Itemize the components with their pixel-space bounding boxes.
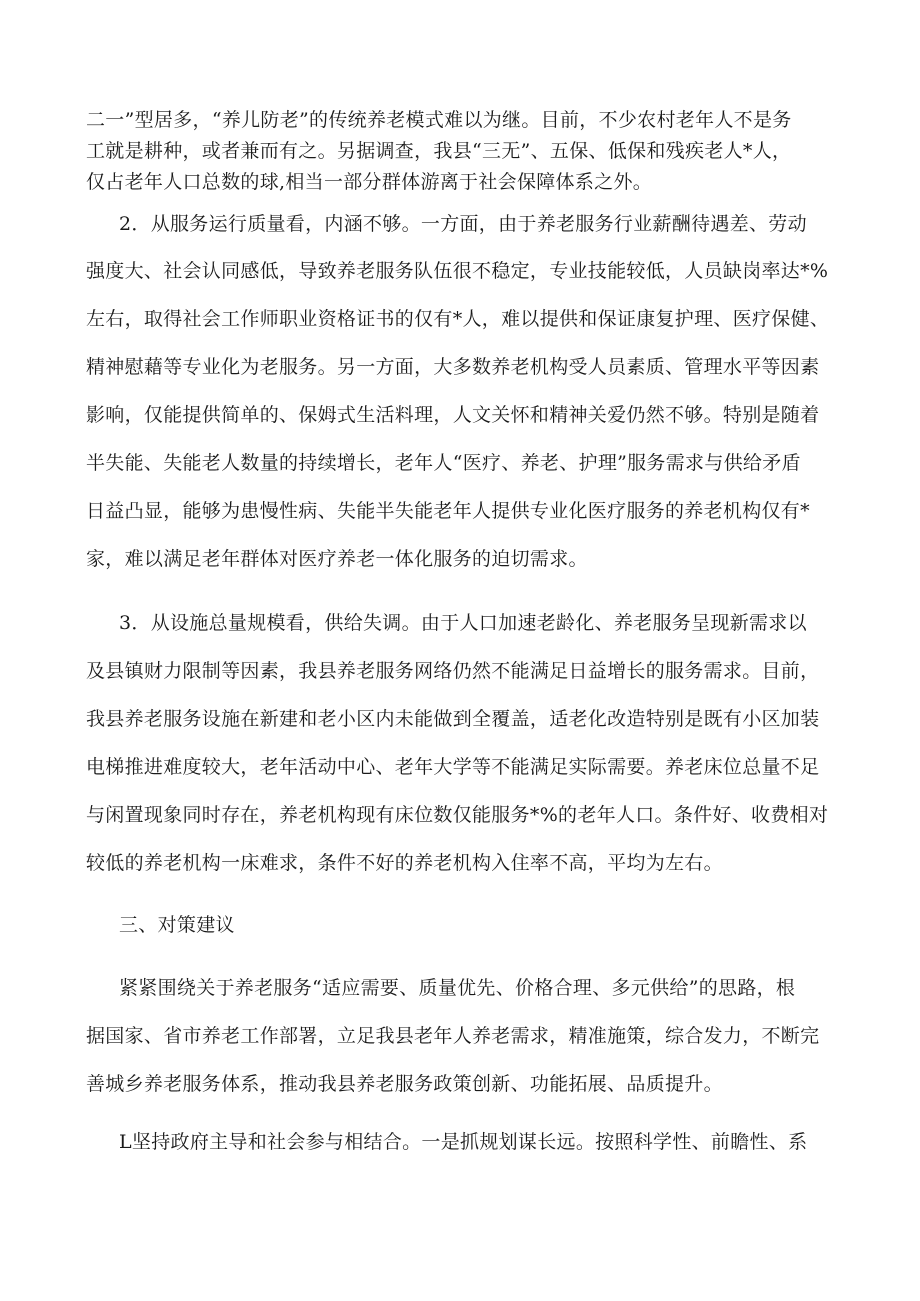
paragraph-2-line-7: 日益凸显，能够为患慢性病、失能半失能老年人提供专业化医疗服务的养老机构仅有* bbox=[86, 500, 810, 522]
paragraph-3-line-3: 我县养老服务设施在新建和老小区内未能做到全覆盖，适老化改造特别是既有小区加装 bbox=[86, 708, 820, 730]
paragraph-3-line-6: 较低的养老机构一床难求，条件不好的养老机构入住率不高，平均为左右。 bbox=[86, 852, 723, 874]
paragraph-2-line-5: 影响，仅能提供简单的、保姆式生活料理，人文关怀和精神关爱仍然不够。特别是随着 bbox=[86, 404, 820, 426]
paragraph-2-line-6: 半失能、失能老人数量的持续增长，老年人“医疗、养老、护理”服务需求与供给矛盾 bbox=[86, 452, 801, 474]
paragraph-3-line-2: 及县镇财力限制等因素，我县养老服务网络仍然不能满足日益增长的服务需求。目前， bbox=[86, 660, 820, 682]
paragraph-3-line-4: 电梯推进难度较大，老年活动中心、老年大学等不能满足实际需要。养老床位总量不足 bbox=[86, 756, 820, 778]
paragraph-3-line-5: 与闲置现象同时存在，养老机构现有床位数仅能服务*%的老年人口。条件好、收费相对 bbox=[86, 804, 829, 826]
paragraph-4-line-2: 据国家、省市养老工作部署，立足我县老年人养老需求，精准施策，综合发力，不断完 bbox=[86, 1025, 820, 1047]
paragraph-2-line-8: 家，难以满足老年群体对医疗养老一体化服务的迫切需求。 bbox=[86, 548, 588, 570]
paragraph-3-line-1: 3．从设施总量规模看，供给失调。由于人口加速老龄化、养老服务呈现新需求以 bbox=[119, 612, 807, 634]
paragraph-2-line-2: 强度大、社会认同感低，导致养老服务队伍很不稳定，专业技能较低，人员缺岗率达*% bbox=[86, 260, 829, 282]
paragraph-1-line-1: 二一”型居多，“养儿防老”的传统养老模式难以为继。目前，不少农村老年人不是务 bbox=[86, 109, 792, 131]
paragraph-4-line-3: 善城乡养老服务体系，推动我县养老服务政策创新、功能拓展、品质提升。 bbox=[86, 1073, 723, 1095]
paragraph-1-line-2: 工就是耕种，或者兼而有之。另据调查，我县“三无”、五保、低保和残疾老人*人， bbox=[86, 140, 792, 162]
section-heading: 三、对策建议 bbox=[119, 914, 235, 936]
paragraph-4-line-1: 紧紧围绕关于养老服务“适应需要、质量优先、价格合理、多元供给”的思路，根 bbox=[119, 977, 796, 999]
paragraph-5-line-1: L坚持政府主导和社会参与相结合。一是抓规划谋长远。按照科学性、前瞻性、系 bbox=[119, 1131, 808, 1153]
paragraph-2-line-3: 左右，取得社会工作师职业资格证书的仅有*人，难以提供和保证康复护理、医疗保健、 bbox=[86, 308, 830, 330]
paragraph-2-line-4: 精神慰藉等专业化为老服务。另一方面，大多数养老机构受人员素质、管理水平等因素 bbox=[86, 356, 820, 378]
paragraph-1-line-3: 仅占老年人口总数的球,相当一部分群体游离于社会保障体系之外。 bbox=[86, 171, 653, 193]
paragraph-2-line-1: 2．从服务运行质量看，内涵不够。一方面，由于养老服务行业薪酬待遇差、劳动 bbox=[119, 213, 807, 235]
